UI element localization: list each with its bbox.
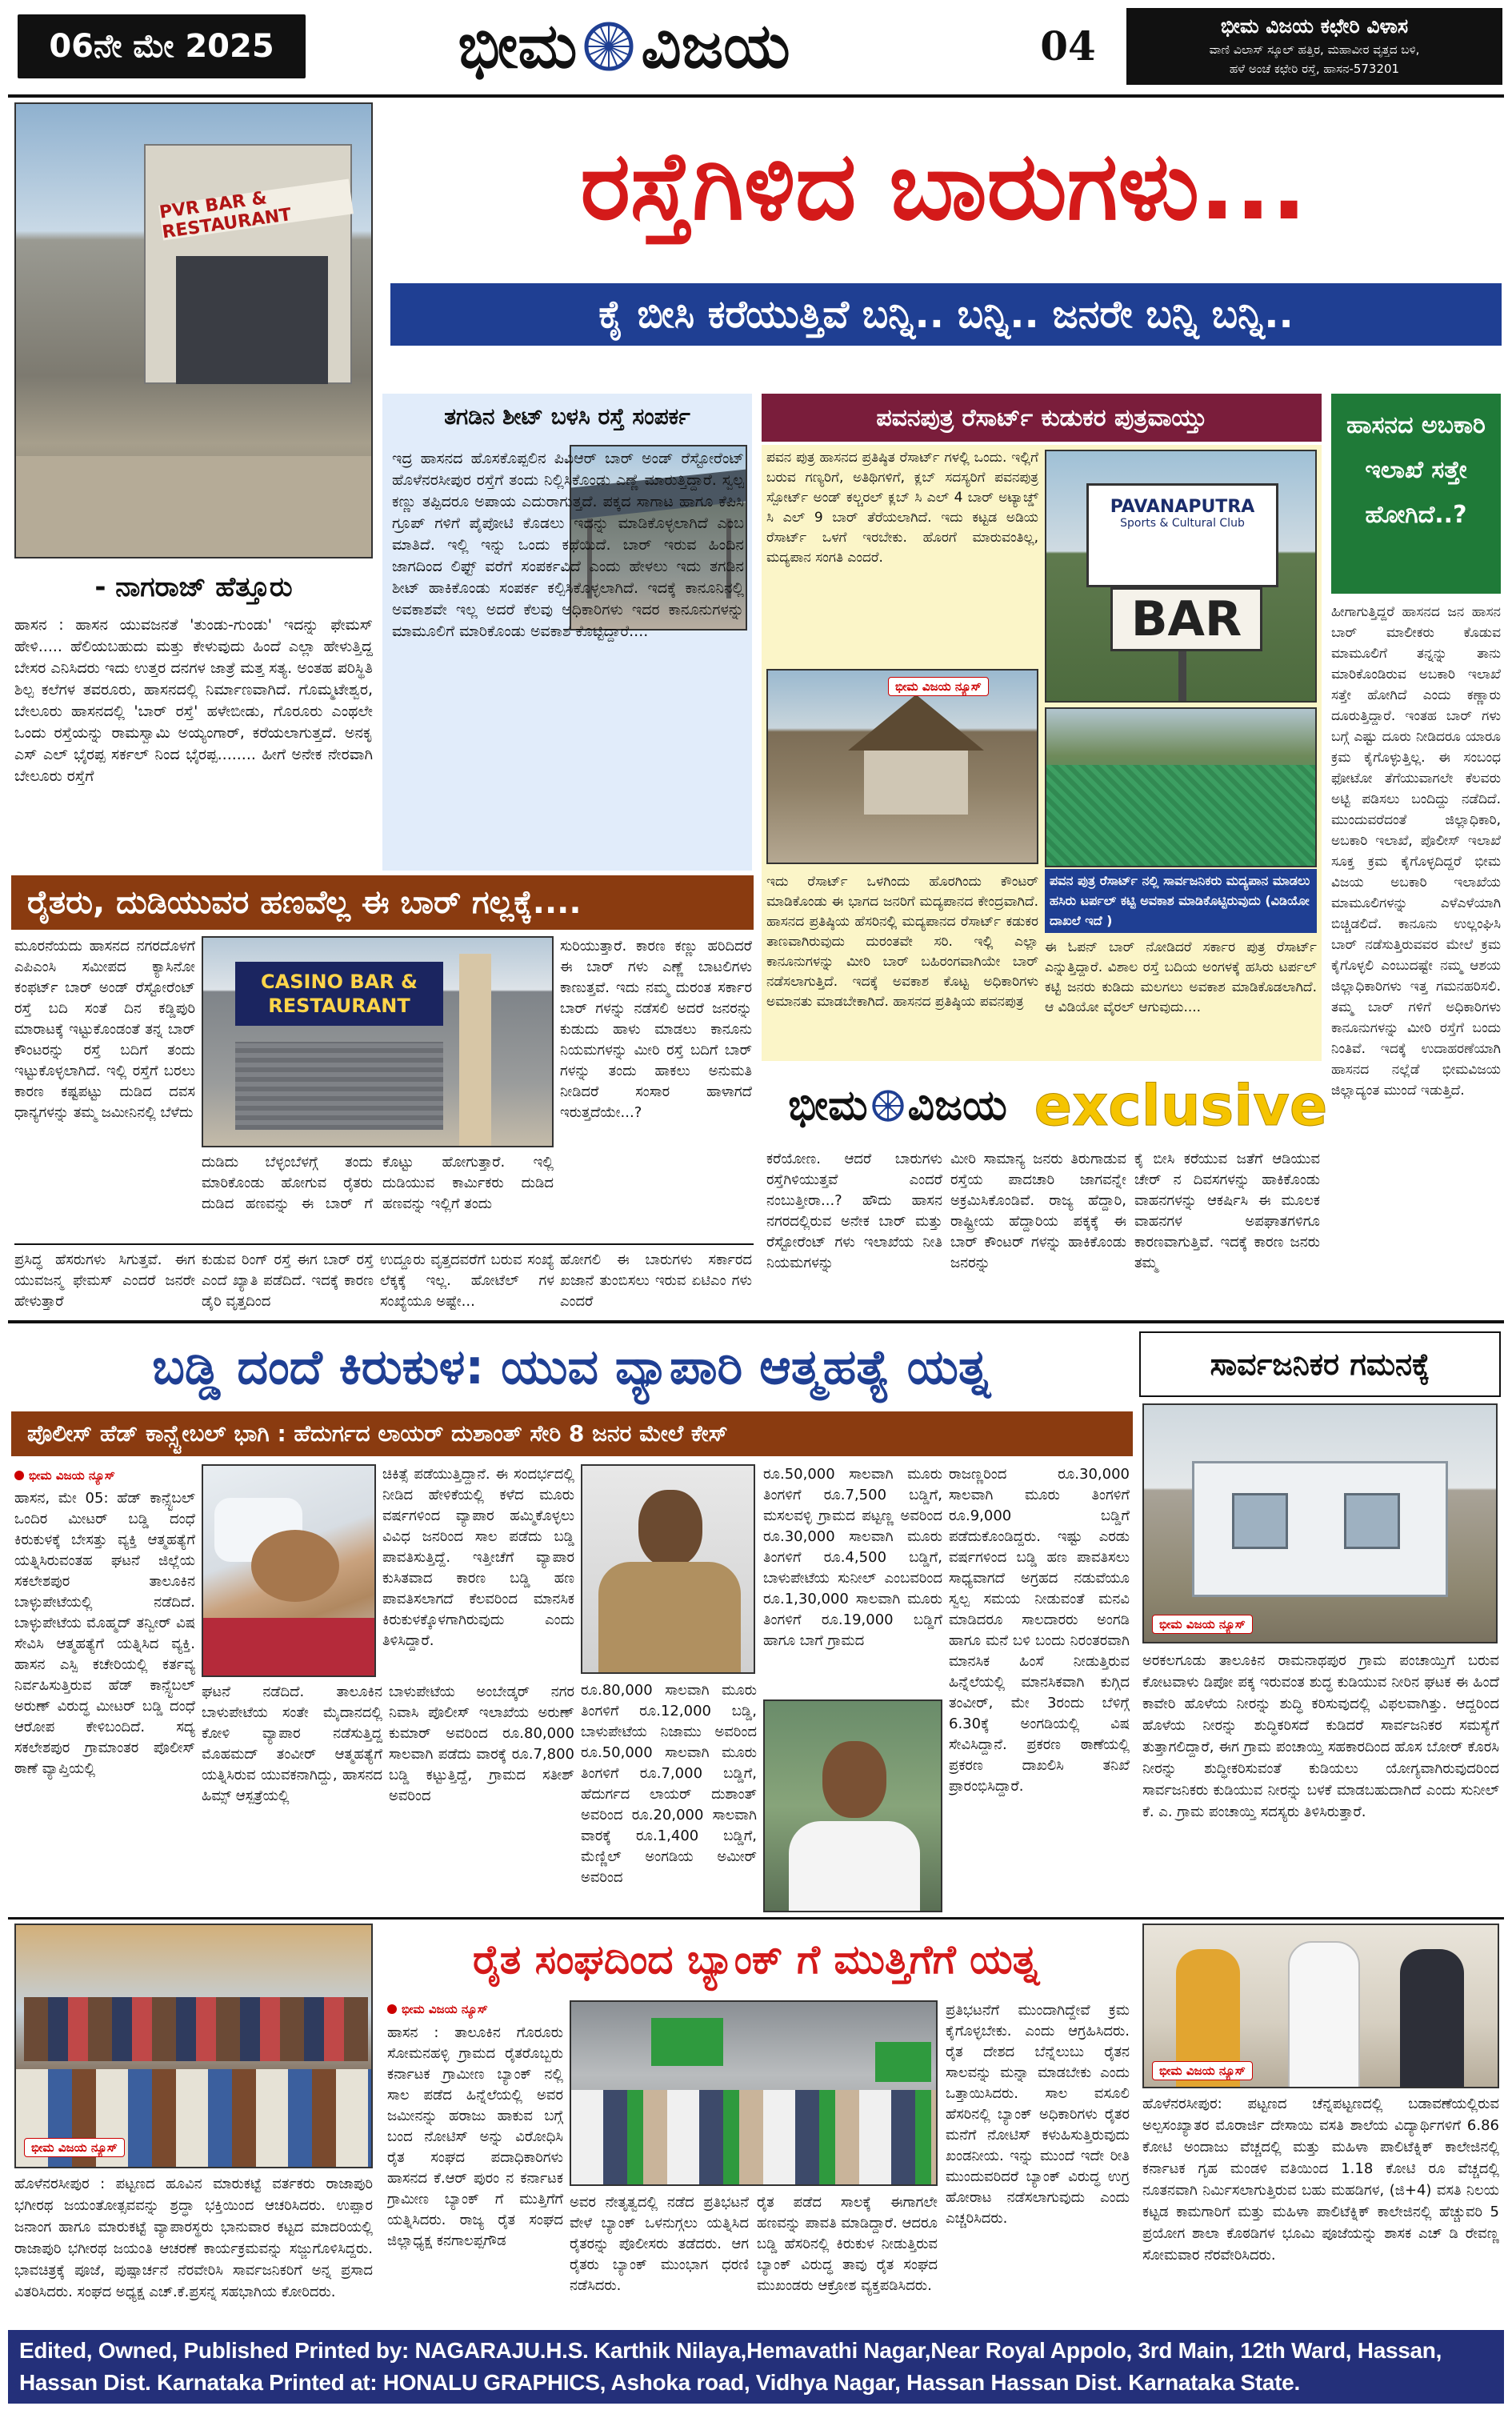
water-plant-cabin	[1192, 1461, 1448, 1597]
protestors	[571, 2090, 938, 2186]
suicide-subheadline: ಪೊಲೀಸ್ ಹೆಡ್ ಕಾನ್ಸ್ಟೇಬಲ್ ಭಾಗಿ : ಹೆದುರ್ಗದ ಲಾಯರ್ ದುಶಾಂತ್ ಸೇರಿ 8 ಜನರ ಮೇಲೆ ಕೇಸ್	[11, 1411, 1133, 1456]
tarpaulin-mesh	[1046, 765, 1317, 867]
dot-icon	[14, 1471, 24, 1480]
suicide-col-4: ರೂ.80,000 ಸಾಲವಾಗಿ ಮೂರು ತಿಂಗಳಿಗೆ ರೂ.12,000 ಬಡ್ಡಿ, ಬಾಳುಪೇಟೆಯ ನಿಜಾಮು ಅವರಿಂದ ರೂ.50,000 ಸಾಲವಾಗಿ ಮೂರು ತಿಂಗಳಿಗೆ ರೂ.7,000 ಬಡ್ಡಿಗೆ, ಹೆದುರ್ಗದ ಲಾಯರ್ ದುಶಾಂತ್ ಅವರಿಂದ ರೂ.20,000 ಸಾಲವಾಗಿ ವಾರಕ್ಕೆ ರೂ.1,400 ಬಡ್ಡಿಗೆ, ಮೆಣ್ಣಿಲ್ ಅಂಗಡಿಯ ಅಮೀರ್ ಅವರಿಂದ	[581, 1682, 757, 1886]
man-head	[822, 1741, 886, 1818]
bank-col-4: ಪ್ರತಿಭಟನೆಗೆ ಮುಂದಾಗಿದ್ದೇವೆ ಕ್ರಮ ಕೈಗೊಳ್ಳಬೇಕು. ಎಂದು ಆಗ್ರಹಿಸಿದರು. ರೈತ ದೇಶದ ಬೆನ್ನೆಲುಬು ರೈತನ ಸಾಲವನ್ನು ಮನ್ನಾ ಮಾಡಬೇಕು ಎಂದು ಒತ್ತಾಯಿಸಿದರು. ಸಾಲ ವಸೂಲಿ ಹೆಸರಿನಲ್ಲಿ ಬ್ಯಾಂಕ್ ಅಧಿಕಾರಿಗಳು ರೈತರ ಮನೆಗೆ ನೋಟಿಸ್ ಕಳುಹಿಸುತ್ತಿರುವುದು ಖಂಡನೀಯ. ಇನ್ನು ಮುಂದೆ ಇದೇ ರೀತಿ ಮುಂದುವರಿದರೆ ಬ್ಯಾಂಕ್ ವಿರುದ್ಧ ಉಗ್ರ ಹೋರಾಟ ನಡೆಸಲಾಗುವುದು ಎಂದು ಎಚ್ಚರಿಸಿದರು.	[946, 2002, 1130, 2227]
raitaru-body-mid: ದುಡಿದು ಬೆಳ್ಳಂಬೆಳಗ್ಗೆ ತಂದು ಮಾರಿಕೊಂಡು ಹೋಗುವ ರೈತರು ದುಡಿದ ಹಣವನ್ನು ಈ ಬಾರ್ ಗೆ ಕೊಟ್ಟು ಹೋಗುತ್ತಾರೆ. ಇಲ್ಲಿ ದುಡಿಯುವ ಕಾರ್ಮಿಕರು ದುಡಿದ ಹಣವನ್ನು ಇಲ್ಲಿಗೆ ತಂದು	[202, 1154, 554, 1212]
red-blanket	[203, 1618, 376, 1677]
public-notice-body: ಅರಕಲಗೂಡು ತಾಲೂಕಿನ ರಾಮನಾಥಪುರ ಗ್ರಾಮ ಪಂಚಾಯ್ತಿಗೆ ಬರುವ ಕೋಟವಾಳು ಡಿಪೋ ಪಕ್ಕ ಇರುವಂತ ಶುದ್ಧ ಕುಡಿಯುವ ನೀರಿನ ಘಟಕ ಈ ಹಿಂದೆ ಕಾವೇರಿ ಹೊಳೆಯ ನೀರನ್ನು ಶುದ್ಧಿ ಕರಿಸುವುದಲ್ಲಿ ವಿಫಲವಾಗಿತ್ತು. ಆದ್ದರಿಂದ ಹೊಳೆಯ ನೀರನ್ನು ಶುದ್ಧಿಕರಿಸದೆ ಕುಡಿದರೆ ಸಾರ್ವಜನಿಕರ ಸಮಸ್ಯೆಗೆ ತುತ್ತಾಗಲಿದ್ದಾರೆ, ಈಗ ಗ್ರಾಮ ಪಂಚಾಯ್ತಿ ಸಹಕಾರದಿಂದ ಹೊಸ ಬೋರ್ ಕೊರಸಿ ನೀರನ್ನು ಶುದ್ಧೀಕರಿಸುವಂತೆ ಕುಡಿಯಲು ಯೋಗ್ಯವಾಗಿರುವುದರಿಂದ ಸಾರ್ವಜನಿಕರು ಕುಡಿಯುವ ನೀರನ್ನು ಬಳಕೆ ಮಾಡಬಹುದಾಗಿದೆ ಎಂದು ಸುನೀಲ್ ಕೆ. ಎ. ಗ್ರಾಮ ಪಂಚಾಯ್ತಿ ಸದಸ್ಯರು ತಿಳಿಸಿರುತ್ತಾರೆ.	[1142, 1652, 1499, 1820]
bank-col-3: ರೈತ ಪಡೆದ ಸಾಲಕ್ಕೆ ಈಗಾಗಲೇ ಹಣವನ್ನು ಪಾವತಿ ಮಾಡಿದ್ದಾರೆ. ಆದರೂ ಬಡ್ಡಿ ಹೆಸರಿನಲ್ಲಿ ಕಿರುಕುಳ ನೀಡುತ್ತಿರುವ ಬ್ಯಾಂಕ್ ವಿರುದ್ಧ ತಾವು ರೈತ ಸಂಘದ ಮುಖಂಡರು ಆಕ್ರೋಶ ವ್ಯಕ್ತಪಡಿಸಿದರು.	[757, 2194, 938, 2294]
raitaru-body-right: ಸುರಿಯುತ್ತಾರೆ. ಕಾರಣ ಕಣ್ಣು ಹರಿದಿದರೆ ಈ ಬಾರ್ ಗಳು ಎಣ್ಣೆ ಬಾಟಲಿಗಳು ಕಾಣುತ್ತವೆ. ಇದು ನಮ್ಮ ದುರಂತ ಸರ್ಕಾರ ಬಾರ್ ಗಳನ್ನು ನಡೆಸಲಿ ಅದರೆ ಜನರನ್ನು ಕುಡುದು ಹಾಳು ಮಾಡಲು ಕಾನೂನು ನಿಯಮಗಳನ್ನು ಮೀರಿ ರಸ್ತೆ ಬದಿಗೆ ಬಾರ್ ಗಳನ್ನು ತಂದು ಹಾಕಲು ಅನುಮತಿ ನೀಡಿದರೆ ಸಂಸಾರ ಹಾಳಾಗದೆ ಇರುತ್ತದೆಯೇ...?	[560, 938, 752, 1121]
jayanti-photo-credit-tag: ಭೀಮ ವಿಜಯ ನ್ಯೂಸ್	[24, 2138, 125, 2157]
section-rule-2	[8, 1917, 1504, 1920]
issue-date: 06ನೇ ಮೇ 2025	[18, 14, 306, 78]
farmers-protest-photo	[570, 2000, 938, 2186]
imprint-footer	[8, 2330, 1504, 2404]
green-tarpaulin-photo	[1045, 707, 1317, 867]
lead-headline: ರಸ್ತೆಗಿಳಿದ ಬಾರುಗಳು...	[580, 130, 1307, 241]
section-rule-1	[8, 1320, 1504, 1323]
pavana-body-bottom-left: ಇದು ರೆಸಾರ್ಟ್ ಒಳಗಿಂದು ಹೊರಗಿಂದು ಕೌಂಟರ್ ಮಾಡಿಕೊಂಡು ಈ ಭಾಗದ ಜನರಿಗೆ ಮದ್ಯಪಾನದ ಕೇಂದ್ರವಾಗಿದೆ. ಹಾಸನದ ಪ್ರತಿಷ್ಠಿಯ ಹೆಸರಿನಲ್ಲಿ ಮದ್ಯಪಾನದ ರೆಸಾರ್ಟ್ ಕಡುಕರ ತಾಣವಾಗಿರುವುದು ದುರಂತವೇ ಸರಿ. ಇಲ್ಲಿ ಎಲ್ಲಾ ಕಾನೂನುಗಳನ್ನು ಮೀರಿ ಬಾರ್ ಬಹಿರಂಗವಾಗಿಯೇ ಬಾರ್ ನಡೆಸಲಾಗುತ್ತಿದೆ. ಇದಕ್ಕೆ ಅವಕಾಶ ಕೊಟ್ಟ ಅಧಿಕಾರಿಗಳು ಅಮಾನತು ಮಾಡಬೇಕಾಗಿದೆ. ಹಾಸನದ ಪ್ರತಿಷ್ಠಿಯ ಪವನಪುತ್ರ	[766, 874, 1038, 1010]
casino-shutter	[235, 1042, 443, 1130]
pavanaputra-sign-photo	[1045, 450, 1317, 703]
bottom-left-body: ಹೊಳೆನರಸೀಪುರ : ಪಟ್ಟಣದ ಹೂವಿನ ಮಾರುಕಟ್ಟೆ ವರ್ತಕರು ರಾಜಾಪುರಿ ಭಗೀರಥ ಜಯಂತೋತ್ಸವವನ್ನು ಶ್ರದ್ಧಾ ಭಕ್ತಿಯಿಂದ ಆಚರಿಸಿದರು. ಉಪ್ಪಾರ ಜನಾಂಗ ಹಾಗೂ ಮಾರುಕಟ್ಟೆ ವ್ಯಾಪಾರಸ್ಥರು ಭಾನುವಾರ ಕಟ್ಟದ ಮಾದರಿಯಲ್ಲಿ ರಾಜಾಪುರಿ ಭಗೀರಥ ಜಯಂತಿ ಆಚರಣೆ ಕಾರ್ಯಕ್ರಮವನ್ನು ಸಜ್ಜುಗೊಳಿಸಿದ್ದರು. ಭಾವಚಿತ್ರಕ್ಕೆ ಪೂಜೆ, ಪುಷ್ಪಾರ್ಚನೆ ನೆರವೇರಿಸಿ ಸಾರ್ವಜನಿಕರಿಗೆ ಅನ್ನ ಪ್ರಸಾದ ವಿತರಿಸಿದರು. ಸಂಘದ ಅಧ್ಯಕ್ಷ ಎಚ್.ಕೆ.ಪ್ರಸನ್ನ ಸಹಭಾಗಿಯ ಕೋರಿದರು.	[14, 2176, 373, 2300]
casino-sign: CASINO BAR & RESTAURANT	[235, 962, 443, 1026]
sign-board-subtitle: Sports & Cultural Club	[1120, 517, 1245, 530]
exclusive-logo-left: ಭೀಮ	[788, 1081, 868, 1130]
resort-gate-photo	[766, 669, 1038, 864]
bank-col-1: ಹಾಸನ : ತಾಲೂಕಿನ ಗೊರೂರು ಸೋಮನಹಳ್ಳಿ ಗ್ರಾಮದ ರೈತರೊಬ್ಬರು ಕರ್ನಾಟಕ ಗ್ರಾಮೀಣ ಬ್ಯಾಂಕ್ ನಲ್ಲಿ ಸಾಲ ಪಡೆದ ಹಿನ್ನೆಲೆಯಲ್ಲಿ ಅವರ ಜಮೀನನ್ನು ಹರಾಜು ಹಾಕುವ ಬಗ್ಗೆ ಬಂದ ನೋಟಿಸ್ ಅನ್ನು ವಿರೋಧಿಸಿ ರೈತ ಸಂಘದ ಪದಾಧಿಕಾರಿಗಳು ಹಾಸನದ ಕೆ.ಆರ್ ಪುರಂ ನ ಕರ್ನಾಟಕ ಗ್ರಾಮೀಣ ಬ್ಯಾಂಕ್ ಗೆ ಮುತ್ತಿಗೆಗೆ ಯತ್ನಿಸಿದರು. ರಾಜ್ಯ ರೈತ ಸಂಘದ ಜಿಲ್ಲಾಧ್ಯಕ್ಷ ಕನಗಾಲಪ್ಪಗೌಡ	[387, 2024, 563, 2249]
sign-board	[1086, 483, 1278, 587]
imprint-line-1: Edited, Owned, Published Printed by: NAGARAJU.H.S. Karthik Nilaya,Hemavathi Nagar,Near Royal Appolo, 3rd Main, 12th Ward, Hassan,	[19, 2338, 1442, 2363]
bank-headline: ರೈತ ಸಂಘದಿಂದ ಬ್ಯಾಂಕ್ ಗೆ ಮುತ್ತಿಗೆಗೆ ಯತ್ನ	[473, 1936, 1039, 1983]
bar-entrance	[176, 256, 328, 384]
road-area	[16, 456, 373, 558]
suicide-col-1: ಹಾಸನ, ಮೇ 05: ಹೆಡ್ ಕಾನ್ಸ್ಟೆಬಲ್ ಒಂದಿರ ಮೀಟರ್ ಬಡ್ಡಿ ದಂಧೆ ಕಿರುಕುಳಕ್ಕೆ ಬೇಸತ್ತು ವ್ಯಕ್ತಿ ಆತ್ಮಹತ್ಯೆಗೆ ಯತ್ನಿಸಿರುವಂತಹ ಘಟನೆ ಜಿಲ್ಲೆಯ ಸಕಲೇಶಪುರ ತಾಲೂಕಿನ ಬಾಳ್ಳುಪೇಟೆಯಲ್ಲಿ ನಡೆದಿದೆ. ಬಾಳ್ಳುಪೇಟೆಯ ಮೊಹ್ಮದ್ ತನ್ವೀರ್ ವಿಷ ಸೇವಿಸಿ ಆತ್ಮಹತ್ಯೆಗೆ ಯತ್ನಿಸಿದ ವ್ಯಕ್ತಿ. ಹಾಸನ ಎಸ್ಪಿ ಕಚೇರಿಯಲ್ಲಿ ಕರ್ತವ್ಯ ನಿರ್ವಹಿಸುತ್ತಿರುವ ಹೆಡ್ ಕಾನ್ಸ್ಟೆಬಲ್ ಅರುಣ್ ವಿರುದ್ಧ ಮೀಟರ್ ಬಡ್ಡಿ ದಂಧೆ ಆರೋಪ ಕೇಳಿಬಂದಿದೆ. ಸದ್ಯ ಸಕಲೇಶಪುರ ಗ್ರಾಮಾಂತರ ಪೊಲೀಸ್ ಠಾಣೆ ವ್ಯಾಪ್ತಿಯಲ್ಲಿ	[14, 1490, 195, 1777]
casino-pillar	[459, 954, 491, 1147]
sign-post	[1178, 651, 1186, 703]
exclusive-chakra-icon	[871, 1089, 905, 1123]
logo-text-left: ಭೀಮ	[458, 10, 578, 82]
patient-face	[251, 1530, 339, 1602]
suicide-col-5: ರೂ.50,000 ಸಾಲವಾಗಿ ಮೂರು ತಿಂಗಳಿಗೆ ರೂ.7,500 ಬಡ್ಡಿಗೆ, ಮಸಲವಳ್ಳಿ ಗ್ರಾಮದ ಪಟ್ಟಣ್ಣ ಅವರಿಂದ ರೂ.30,000 ಸಾಲವಾಗಿ ಮೂರು ತಿಂಗಳಿಗೆ ರೂ.4,500 ಬಡ್ಡಿಗೆ, ಬಾಳುಪೇಟೆಯ ಸುನೀಲ್ ಎಂಬವರಿಂದ ರೂ.1,30,000 ಸಾಲವಾಗಿ ಮೂರು ತಿಂಗಳಿಗೆ ರೂ.19,000 ಬಡ್ಡಿಗೆ ಹಾಗೂ ಬಾಗೆ ಗ್ರಾಮದ	[763, 1466, 942, 1649]
bank-col-2: ಅವರ ನೇತೃತ್ವದಲ್ಲಿ ನಡೆದ ಪ್ರತಿಭಟನೆ ವೇಳೆ ಬ್ಯಾಂಕ್ ಒಳನುಗ್ಗಲು ಯತ್ನಿಸಿದ ರೈತರನ್ನು ಪೊಲೀಸರು ತಡೆದರು. ಆಗ ರೈತರು ಬ್ಯಾಂಕ್ ಮುಂಭಾಗ ಧರಣಿ ನಡೆಸಿದರು.	[570, 2194, 749, 2294]
green-flag-2	[875, 2042, 931, 2082]
exclusive-body-3: ಕೈ ಬೀಸಿ ಕರೆಯುವ ಜತೆಗೆ ಆಡಿಯುವ ಚೇರ್ ನ ದಿವಸಗಳನ್ನು ಹಾಕಿಕೊಂಡು ವಾಹನಗಳನ್ನು ಆಕರ್ಷಿಸಿ ಈ ಮೂಲಕ ವಾಹನಗಳ ಅಪಘಾತಗಳಿಗೂ ಕಾರಣವಾಗುತ್ತಿವೆ. ಇದಕ್ಕೆ ಕಾರಣ ಜನರು ತಮ್ಮ	[1134, 1151, 1320, 1271]
constable-uniform	[598, 1562, 741, 1674]
bar-sign-board: PVR BAR & RESTAURANT	[158, 179, 354, 241]
green-flag	[651, 2018, 723, 2066]
masthead	[0, 0, 1512, 94]
suicide-col-2b: ಘಟನೆ ನಡೆದಿದೆ. ತಾಲೂಕಿನ ಬಾಳುಪೇಟೆಯ ಸಂತೇ ಮೈದಾನದಲ್ಲಿ ಕೋಳಿ ವ್ಯಾಪಾರ ನಡೆಸುತ್ತಿದ್ದ ಮೊಹಮದ್ ತಂವೀರ್ ಆತ್ಮಹತ್ಯೆಗೆ ಯತ್ನಿಸಿರುವ ಯುವಕನಾಗಿದ್ದು, ಹಾಸನದ ಹಿಮ್ಸ್ ಆಸ್ಪತ್ರೆಯಲ್ಲಿ	[202, 1683, 382, 1804]
sign-board-title: PAVANAPUTRA	[1110, 497, 1255, 517]
exclusive-body-1: ಕರೆಯೋಣ. ಆದರೆ ಬಾರುಗಳು ರಸ್ತೆಗಿಳಿಯುತ್ತವೆ ಎಂದರೆ ನಂಬುತ್ತೀರಾ...? ಹೌದು ಹಾಸನ ನಗರದಲ್ಲಿರುವ ಅನೇಕ ಬಾರ್ ಮತ್ತು ರೆಸ್ಟೋರೆಂಟ್ ಗಳು ಇಲಾಖೆಯ ನೀತಿ ನಿಯಮಗಳನ್ನು	[766, 1151, 942, 1271]
exclusive-label: exclusive	[1034, 1073, 1328, 1139]
resort-hut-wall	[864, 751, 968, 815]
cabin-window-left	[1232, 1493, 1288, 1549]
lead-byline: - ನಾಗರಾಜ್ ಹೆತ್ತೂರು	[94, 571, 293, 603]
exclusive-logo	[762, 1067, 1034, 1144]
logo-text-right: ವಿಜಯ	[641, 10, 790, 82]
police-constable-photo	[581, 1464, 755, 1674]
bank-dot-icon	[387, 2004, 397, 2014]
lead-body: ಹಾಸನ : ಹಾಸನ ಯುವಜನತೆ 'ತುಂಡು-ಗುಂಡು' ಇದನ್ನು ಫೇಮಸ್ ಹೇಳಿ..... ಹೆಲಿಯಬಹುದು ಮತ್ತು ಕೇಳುವುದು ಹಿಂದೆ ಎಲ್ಲಾ ಹೇಳುತ್ತಿದ್ದ ಬೇಸರ ಎನಿಸಿದರು ಇದು ಉತ್ತರ ದನಗಳ ಜಾತ್ರೆ ಮತ್ತ ಸತ್ಯ. ಅಂತಹ ಪರಿಸ್ಥಿತಿ ಶಿಲ್ಪ ಕಲೆಗಳ ತವರೂರು, ಹಾಸನದಲ್ಲಿ ನಿರ್ಮಾಣವಾಗಿದೆ. ಗೊಮ್ಮಟೇಶ್ವರ, ಬೇಲೂರು ಹಾಸನದಲ್ಲಿ 'ಬಾರ್ ರಸ್ತೆ' ಹಳೇಬೀಡು, ಗೊರೂರು ಎಂಥಲೇ ಒಂದು ರಸ್ತೆಯನ್ನು ರಾಮಸ್ವಾಮಿ ಅಯ್ಯಂಗಾರ್, ಕರೆಯಲಾಗುತ್ತದೆ. ಅನಕೃ ಎಸ್ ಎಲ್ ಭೈರಪ್ಪ ಸರ್ಕಲ್ ನಿಂದ ಭೈರಪ್ಪ........ ಹೀಗೆ ಅನೇಕ ನೇರವಾಗಿ ಬೇಲೂರು ರಸ್ತೆಗೆ	[14, 616, 373, 785]
public-notice-title: ಸಾರ್ವಜನಿಕರ ಗಮನಕ್ಕೆ	[1139, 1331, 1501, 1397]
office-address-line-2: ಹಳೆ ಅಂಚೆ ಕಛೇರಿ ರಸ್ತೆ, ಹಾಸನ-573201	[1229, 62, 1400, 76]
pvr-bar-photo	[14, 102, 373, 558]
man-portrait-photo	[763, 1699, 942, 1912]
tarpaulin-caption: ಪವನ ಪುತ್ರ ರೆಸಾರ್ಟ್ ನಲ್ಲಿ ಸಾರ್ವಜನಿಕರು ಮದ್ಯಪಾನ ಮಾಡಲು ಹಸಿರು ಟರ್ಪಲ್ ಕಟ್ಟಿ ಅವಕಾಶ ಮಾಡಿಕೊಟ್ಟಿರುವುದು (ವಿಡಿಯೋ ದಾಖಲೆ ಇದೆ )	[1045, 869, 1317, 933]
bank-tag	[387, 1999, 563, 2020]
cabin-window-right	[1344, 1493, 1400, 1549]
resort-hut-roof	[848, 695, 984, 751]
abakari-title: ಹಾಸನದ ಅಬಕಾರಿ ಇಲಾಖೆ ಸತ್ತೇ ಹೋಗಿದೆ..?	[1331, 394, 1501, 594]
raitaru-body-left: ಮೂರನೆಯದು ಹಾಸನದ ನಗರದೊಳಗೆ ಎಪಿಎಂಸಿ ಸಮೀಪದ ಕ್ಯಾಸಿನೋ ಕಂಫರ್ಟ್ ಬಾರ್ ಅಂಡ್ ರೆಸ್ಟೋರೆಂಟ್ ರಸ್ತೆ ಬದಿ ಸಂತೆ ದಿನ ಕಡ್ಡಿಪುರಿ ಮಾರಾಟಕ್ಕೆ ಇಟ್ಟುಕೊಂಡಂತೆ ತನ್ನ ಬಾರ್ ಕೌಂಟರನ್ನು ರಸ್ತೆ ಬದಿಗೆ ತಂದು ಇಟ್ಟುಕೊಳ್ಳಲಾಗಿದೆ. ಇಲ್ಲಿ ರಸ್ತೆಗೆ ಬರಲು ಕಾರಣ ಕಷ್ಟಪಟ್ಟು ದುಡಿದ ದವಸ ಧಾನ್ಯಗಳನ್ನು ತಮ್ಮ ಜಮೀನಿನಲ್ಲಿ ಬೆಳೆದು	[14, 938, 195, 1121]
office-address-title: ಭೀಮ ವಿಜಯ ಕಛೇರಿ ವಿಳಾಸ	[1220, 14, 1409, 38]
pavana-title: ಪವನಪುತ್ರ ರೆಸಾರ್ಟ್ ಕುಡುಕರ ಪುತ್ರವಾಯ್ತು	[762, 394, 1322, 442]
raitaru-body-bottom-right-2: ಹೋಗಲಿ ಈ ಬಾರುಗಳು ಸರ್ಕಾರದ ಖಜಾನೆ ತುಂಬಿಸಲು ಇರುವ ಏಟಿಎಂ ಗಳು ಎಂದರೆ	[560, 1251, 752, 1310]
ashoka-chakra-icon	[583, 21, 634, 72]
crowd-row-back	[24, 1997, 368, 2061]
raitaru-body-bottom-mid: ಕುಡುವ ರಿಂಗ್ ರಸ್ತೆ ಈಗ ಬಾರ್ ರಸ್ತೆ ಎಂದೆ ಖ್ಯಾತಿ ಪಡೆದಿದೆ. ಇದಕ್ಕೆ ಕಾರಣ ಡೈರಿ ವೃತ್ತದಿಂದ	[202, 1251, 374, 1310]
office-address-box	[1126, 8, 1502, 85]
water-plant-photo	[1142, 1403, 1498, 1643]
masthead-logo	[336, 6, 912, 86]
exclusive-body-2: ಮೀರಿ ಸಾಮಾನ್ಯ ಜನರು ತಿರುಗಾಡುವ ರಸ್ತೆಯ ಪಾದಚಾರಿ ಜಾಗವನ್ನೇ ಅಕ್ರಮಿಸಿಕೊಂಡಿವೆ. ರಾಜ್ಯ ಹೆದ್ದಾರಿ, ರಾಷ್ಟ್ರೀಯ ಹೆದ್ದಾರಿಯ ಪಕ್ಕಕ್ಕೆ ಈ ಬಾರ್ ಕೌಂಟರ್ ಗಳನ್ನು ಹಾಕಿಕೊಂಡು ಜನರನ್ನು	[950, 1151, 1126, 1271]
pavana-body-top: ಪವನ ಪುತ್ರ ಹಾಸನದ ಪ್ರತಿಷ್ಠಿತ ರೆಸಾರ್ಟ್ ಗಳಲ್ಲಿ ಒಂದು. ಇಲ್ಲಿಗೆ ಬರುವ ಗಣ್ಯರಿಗೆ, ಅತಿಥಿಗಳಿಗೆ, ಕ್ಲಬ್ ಸದಸ್ಯರಿಗೆ ಪವನಪುತ್ರ ಸ್ಪೋರ್ಟ್ ಅಂಡ್ ಕಲ್ಚರಲ್ ಕ್ಲಬ್ ಸಿ ಎಲ್ 4 ಬಾರ್ ಅಟ್ಯಾಚ್ಡ್ ಸಿ ಎಲ್ 9 ಬಾರ್ ತೆರೆಯಲಾಗಿದೆ. ಇದು ಕಟ್ಟಡ ಅಡಿಯ ರೆಸಾರ್ಟ್ ಒಳಗೆ ಇರಬೇಕು. ಹೊರಗೆ ಮಾರುವಂತಿಲ್ಲ, ಮದ್ಯಪಾನ ಸಂಗತಿ ಎಂದರೆ.	[766, 450, 1038, 566]
abakari-body: ಹೀಗಾಗುತ್ತಿದ್ದರೆ ಹಾಸನದ ಜನ ಹಾಸನ ಬಾರ್ ಮಾಲೀಕರು ಕೊಡುವ ಮಾಮೂಲಿಗೆ ತನ್ನನ್ನು ತಾನು ಮಾರಿಕೊಂಡಿರುವ ಅಬಕಾರಿ ಇಲಾಖೆ ಸತ್ತೇ ಹೋಗಿದೆ ಎಂದು ಕಣ್ಣಾರು ದೂರುತ್ತಿದ್ದಾರೆ. ಇಂತಹ ಬಾರ್ ಗಳು ಬಗ್ಗೆ ಎಷ್ಟು ದೂರು ನೀಡಿದರೂ ಯಾರೂ ಕ್ರಮ ಕೈಗೊಳ್ಳುತ್ತಿಲ್ಲ. ಈ ಸಂಬಂಧ ಫೋಟೋ ತೆಗೆಯುವಾಗಲೇ ಕೆಲವರು ಅಟ್ಟಿ ಪಡಿಸಲು ಬಂದಿದ್ದು ನಡೆದಿದೆ. ಮುಂದುವರೆದಂತೆ ಜಿಲ್ಲಾಧಿಕಾರಿ, ಅಬಕಾರಿ ಇಲಾಖೆ, ಪೊಲೀಸ್ ಇಲಾಖೆ ಸೂಕ್ತ ಕ್ರಮ ಕೈಗೊಳ್ಳದಿದ್ದರೆ ಭೀಮ ವಿಜಯ ಅಬಕಾರಿ ಇಲಾಖೆಯ ಮಾಮೂಲಿಗಳನ್ನು ಎಳೆಎಳೆಯಾಗಿ ಬಿಚ್ಚಿಡಲಿದೆ. ಕಾನೂನು ಉಲ್ಲಂಘಿಸಿ ಬಾರ್ ನಡೆಸುತ್ತಿರುವವರ ಮೇಲೆ ಕ್ರಮ ಕೈಗೊಳ್ಳಲಿ ಎಂಬುದಷ್ಟೇ ನಮ್ಮ ಆಶಯ ಜಿಲ್ಲಾಧಿಕಾರಿಗಳು ಇತ್ತ ಗಮನಹರಿಸಲಿ. ತಮ್ಮ ಬಾರ್ ಗಳಿಗೆ ಅಧಿಕಾರಿಗಳು ಕಾನೂನುಗಳನ್ನು ಮೀರಿ ರಸ್ತೆಗೆ ಬಂದು ನಿಂತಿವೆ. ಇದಕ್ಕೆ ಉದಾಹರಣೆಯಾಗಿ ಹಾಸನದ ನಲ್ಲೆಡೆ ಭೀಮವಿಜಯ ಜಿಲ್ಲಾದ್ಯಂತ ಮುಂದೆ ಇಡುತ್ತಿದೆ.	[1331, 604, 1501, 1099]
casino-bar-photo	[202, 936, 554, 1147]
constable-head	[638, 1490, 702, 1567]
suicide-tag	[14, 1464, 198, 1487]
suicide-col-6: ರಾಜಣ್ಣರಿಂದ ರೂ.30,000 ಸಾಲವಾಗಿ ಮೂರು ತಿಂಗಳಿಗೆ ರೂ.9,000 ಬಡ್ಡಿಗೆ ಪಡೆದುಕೊಂಡಿದ್ದರು. ಇಷ್ಟು ಎರಡು ವರ್ಷಗಳಿಂದ ಬಡ್ಡಿ ಹಣ ಪಾವತಿಸಲು ಸಾಧ್ಯವಾಗದೆ ಅಗ್ರಹದ ನಡುವೆಯೂ ಸ್ವಲ್ಪ ಸಮಯ ನೀಡುವಂತೆ ಮನವಿ ಮಾಡಿದರೂ ಸಾಲದಾರರು ಅಂಗಡಿ ಹಾಗೂ ಮನೆ ಬಳಿ ಬಂದು ನಿರಂತರವಾಗಿ ಮಾನಸಿಕ ಹಿಂಸೆ ನೀಡುತ್ತಿರುವ ಹಿನ್ನೆಲೆಯಲ್ಲಿ ಮಾನಸಿಕವಾಗಿ ಕುಗ್ಗಿದ ತಂವೀರ್, ಮೇ 3ರಂದು ಬೆಳಿಗ್ಗೆ 6.30ಕ್ಕೆ ಅಂಗಡಿಯಲ್ಲಿ ವಿಷ ಸೇವಿಸಿದ್ದಾನೆ. ಪ್ರಕರಣ ಠಾಣೆಯಲ್ಲಿ ಪ್ರಕರಣ ದಾಖಲಿಸಿ ತನಿಖೆ ಪ್ರಾರಂಭಿಸಿದ್ದಾರೆ.	[949, 1466, 1130, 1795]
tagadina-body: ಇದ್ರ ಹಾಸನದ ಹೊಸಕೊಪ್ಪಲಿನ ಪಿವಿಆರ್ ಬಾರ್ ಅಂಡ್ ರೆಸ್ಟೋರೆಂಟ್ ಹೊಳೆನರಸೀಪುರ ರಸ್ತೆಗೆ ತಂದು ನಿಲ್ಲಿಸಿಕೊಂಡು ಎಣ್ಣೆ ಮಾರುತ್ತಿದ್ದಾರೆ. ಸ್ವಲ್ಪ ಕಣ್ಣು ತಪ್ಪಿದರೂ ಅಪಾಯ ಎದುರಾಗುತ್ತದೆ. ಪಕ್ಕದ ಸಾಗಾಟ ಹಾಗೂ ಕೆಪಿಸಿ ಗ್ರೂಪ್ ಗಳಿಗೆ ಪೈಪೋಟಿ ಕೊಡಲು ಇದನ್ನು ಮಾಡಿಕೊಳ್ಳಲಾಗಿದೆ ಎಂಬ ಮಾತಿದೆ. ಇಲ್ಲಿ ಇನ್ನು ಒಂದು ಕಥೆಯಿದೆ. ಬಾರ್ ಇರುವ ಹಿಂದಿನ ಜಾಗದಿಂದ ಲಿಫ್ಟ್ ವರೆಗೆ ಸಂಪರ್ಕವಿದೆ ಎಂದು ಹೇಳಲು ಇದು ತಗಡಿನ ಶೀಟ್ ಹಾಕಿಕೊಂಡು ಸಂಪರ್ಕ ಕಲ್ಪಿಸಿಕೊಳ್ಳಲಾಗಿದೆ. ಇದಕ್ಕೆ ಕಾನೂನಿನಲ್ಲಿ ಅವಕಾಶವೇ ಇಲ್ಲ ಅದರೆ ಕೆಲವು ಅಧಿಕಾರಿಗಳು ಇದರ ಕಾನೂನುಗಳನ್ನು ಮಾಮೂಲಿಗೆ ಮಾರಿಕೊಂಡು ಅವಕಾಶ ಕೊಟ್ಟಿದ್ದಾರೆ....	[392, 450, 744, 640]
page-number: 04	[1040, 22, 1096, 70]
tagadina-title: ತಗಡಿನ ಶೀಟ್ ಬಳಸಿ ರಸ್ತೆ ಸಂಪರ್ಕ	[444, 403, 690, 430]
bottom-right-body: ಹೊಳೆನರಸೀಪುರ: ಪಟ್ಟಣದ ಚೆನ್ನಪಟ್ಟಣದಲ್ಲಿ ಬಡಾವಣೆಯಲ್ಲಿರುವ ಅಲ್ಪಸಂಖ್ಯಾತರ ಮೊರಾರ್ಜಿ ದೇಸಾಯಿ ವಸತಿ ಶಾಲೆಯ ವಿದ್ಯಾರ್ಥಿಗಳಿಗೆ 6.86 ಕೋಟಿ ಅಂದಾಜು ವೆಚ್ಚದಲ್ಲಿ ಮತ್ತು ಮಹಿಳಾ ಪಾಲಿಟೆಕ್ನಿಕ್ ಕಾಲೇಜಿನಲ್ಲಿ ಕರ್ನಾಟಕ ಗೃಹ ಮಂಡಳಿ ವತಿಯಿಂದ 1.18 ಕೋಟಿ ರೂ ವೆಚ್ಚದಲ್ಲಿ ನೂತನವಾಗಿ ನಿರ್ಮಿಸಲಾಗುತ್ತಿರುವ ಬಹು ಮಹಡಿಗಳ, (ಜಿ+4) ವಸತಿ ನಿಲಯ ಕಟ್ಟಡ ಕಾಮಗಾರಿಗೆ ಮತ್ತು ಮಹಿಳಾ ಪಾಲಿಟೆಕ್ನಿಕ್ ಕಾಲೇಜಿನಲ್ಲಿ ಹೆಚ್ಚುವರಿ 5 ಪ್ರಯೋಗ ಶಾಲಾ ಕೊಠಡಿಗಳ ಭೂಮಿ ಪೂಜೆಯನ್ನು ಶಾಸಕ ಎಚ್ ಡಿ ರೇವಣ್ಣ ಸೋಮವಾರ ನೆರವೇರಿಸಿದರು.	[1142, 2096, 1499, 2264]
office-address-line-1: ವಾಣಿ ವಿಲಾಸ್ ಸ್ಕೂಲ್ ಹತ್ತಿರ, ಮಹಾವೀರ ವೃತ್ತದ ಬಳಿ,	[1209, 42, 1420, 57]
pavana-body-bottom-right: ಈ ಓಪನ್ ಬಾರ್ ನೋಡಿದರೆ ಸರ್ಕಾರ ಪುತ್ರ ರೆಸಾರ್ಟ್ ಎನ್ನುತ್ತಿದ್ದಾರೆ. ವಿಶಾಲ ರಸ್ತೆ ಬದಿಯ ಅಂಗಳಕ್ಕೆ ಹಸಿರು ಟರ್ಪಲ್ ಕಟ್ಟಿ ಜನರು ಕುಡಿದು ಮಲಗಲು ಅವಕಾಶ ಮಾಡಿಕೊಡಲಾಗಿದೆ. ಆ ವಿಡಿಯೋ ವೈರಲ್ ಆಗುವುದು....	[1045, 939, 1317, 1015]
masthead-rule	[8, 94, 1504, 98]
bank-tag-text: ಭೀಮ ವಿಜಯ ನ್ಯೂಸ್	[402, 2002, 488, 2016]
mla-figure	[1288, 1941, 1360, 2088]
pooja-photo-credit-tag: ಭೀಮ ವಿಜಯ ನ್ಯೂಸ್	[1152, 2061, 1253, 2080]
official-figure	[1400, 1949, 1464, 2088]
raitaru-body-bottom-left: ಪ್ರಸಿದ್ಧ ಹೆಸರುಗಳು ಸಿಗುತ್ತವೆ. ಈಗ ಯುವಜನ್ಮ ಫೇಮಸ್ ಎಂದರೆ ಜನರೇ ಹೇಳುತ್ತಾರೆ	[14, 1251, 195, 1310]
raitaru-headline: ರೈತರು, ದುಡಿಯುವರ ಹಣವೆಲ್ಲ ಈ ಬಾರ್ ಗಲ್ಲಕ್ಕೆ....	[11, 875, 754, 930]
imprint-line-2: Hassan Dist. Karnataka Printed at: HONALU GRAPHICS, Ashoka road, Vidhya Nagar, Hassan Hassan Dist. Karnataka State.	[19, 2370, 1300, 2395]
raitaru-divider	[14, 1243, 754, 1245]
man-shirt	[789, 1821, 920, 1912]
lead-subheadline: ಕೈ ಬೀಸಿ ಕರೆಯುತ್ತಿವೆ ಬನ್ನಿ.. ಬನ್ನಿ.. ಜನರೇ ಬನ್ನಿ ಬನ್ನಿ..	[390, 283, 1502, 346]
suicide-tag-text: ಭೀಮ ವಿಜಯ ನ್ಯೂಸ್	[29, 1468, 115, 1483]
bhagiratha-jayanti-photo	[14, 1924, 373, 2168]
water-photo-credit-tag: ಭೀಮ ವಿಜಯ ನ್ಯೂಸ್	[1152, 1615, 1253, 1634]
hospital-patient-photo	[202, 1464, 376, 1677]
suicide-col-2: ಚಿಕಿತ್ಸೆ ಪಡೆಯುತ್ತಿದ್ದಾನೆ. ಈ ಸಂದರ್ಭದಲ್ಲಿ ನೀಡಿದ ಹೇಳಿಕೆಯಲ್ಲಿ ಕಳೆದ ಮೂರು ವರ್ಷಗಳಿಂದ ವ್ಯಾಪಾರ ಹಮ್ಮಿಕೊಳ್ಳಲು ವಿವಿಧ ಜನರಿಂದ ಸಾಲ ಪಡೆದು ಬಡ್ಡಿ ಪಾವತಿಸುತ್ತಿದ್ದೆ. ಇತ್ತೀಚೆಗೆ ವ್ಯಾಪಾರ ಕುಸಿತವಾದ ಕಾರಣ ಬಡ್ಡಿ ಹಣ ಪಾವತಿಸಲಾಗದೆ ಕೆಲವರಿಂದ ಮಾನಸಿಕ ಕಿರುಕುಳಕ್ಕೊಳಗಾಗಿರುವುದು ಎಂದು ತಿಳಿಸಿದ್ದಾರೆ.	[382, 1466, 574, 1649]
raitaru-body-bottom-right-1: ಉದ್ದೂರು ವೃತ್ತದವರೆಗೆ ಬರುವ ಸಂಖ್ಯೆ ಲೆಕ್ಕಕ್ಕೆ ಇಲ್ಲ. ಹೋಟೆಲ್ ಗಳ ಸಂಖ್ಯೆಯೂ ಅಷ್ಟೇ...	[380, 1251, 554, 1310]
exclusive-logo-right: ವಿಜಯ	[907, 1081, 1007, 1130]
bar-sign: BAR	[1110, 587, 1262, 651]
photo-credit-tag: ಭೀಮ ವಿಜಯ ನ್ಯೂಸ್	[888, 677, 989, 696]
suicide-col-3: ಬಾಳುಪೇಟೆಯ ಅಂಬೇಡ್ಕರ್ ನಗರ ನಿವಾಸಿ ಪೊಲೀಸ್ ಇಲಾಖೆಯ ಅರುಣ್ ಕುಮಾರ್ ಅವರಿಂದ ರೂ.80,000 ಸಾಲವಾಗಿ ಪಡೆದು ವಾರಕ್ಕೆ ರೂ.7,800 ಬಡ್ಡಿ ಕಟ್ಟುತ್ತಿದ್ದೆ, ಗ್ರಾಮದ ಸತೀಶ್ ಅವರಿಂದ	[389, 1683, 574, 1804]
bhoomi-pooja-photo	[1142, 1924, 1499, 2088]
suicide-headline: ಬಡ್ಡಿ ದಂದೆ ಕಿರುಕುಳ: ಯುವ ವ್ಯಾಪಾರಿ ಆತ್ಮಹತ್ಯೆ ಯತ್ನ	[152, 1339, 990, 1395]
